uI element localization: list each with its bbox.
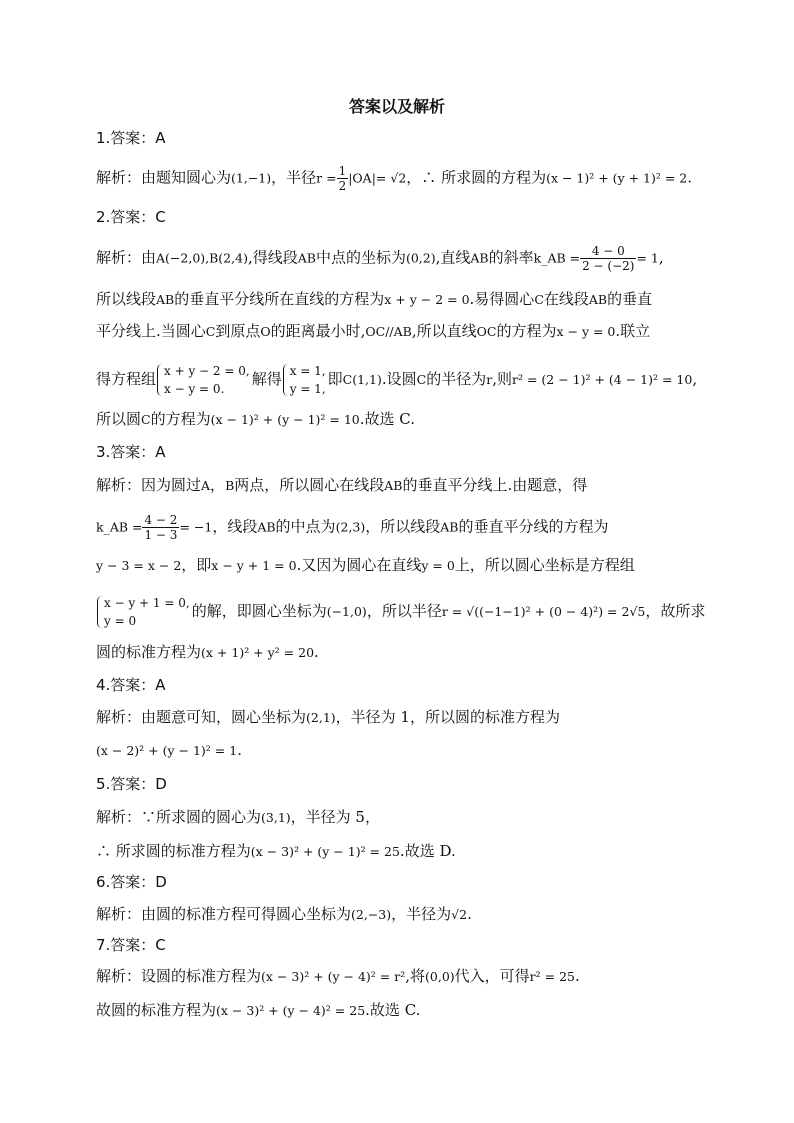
text-run: ,直线 (435, 248, 471, 267)
fraction-numerator: 1 (338, 164, 347, 178)
page-title: 答案以及解析 (348, 97, 445, 116)
math-expression: (x + 1)² + y² = 20 (201, 645, 315, 660)
system-equation: x = 1, (289, 364, 326, 378)
text-run: . (237, 741, 242, 759)
math-expression: (0,0) (425, 969, 455, 984)
text-run: ，即 (181, 556, 212, 574)
text-run: ， (210, 476, 226, 494)
math-expression: (x − 1)² + (y + 1)² = 2 (546, 170, 688, 186)
text-run: 的解，即圆心坐标为 (191, 602, 327, 620)
math-expression: r² = (2 − 1)² + (4 − 1)² = 10 (512, 372, 693, 387)
math-expression: AB (257, 519, 276, 535)
math-expression: r² = 25 (529, 969, 575, 984)
text-run: ，半径为 5， (290, 808, 380, 826)
text-run: . (687, 168, 693, 187)
math-expression: r = √((−1−1)² + (0 − 4)²) = 2√5 (441, 604, 646, 619)
text-run: 平分线上.当圆心 (96, 322, 206, 340)
answer-line: 1.答案：A (96, 129, 166, 147)
equation-system (282, 362, 326, 398)
math-expression: (x − 3)² + (y − 4)² = r² (261, 969, 406, 984)
system-equation: x − y + 1 = 0, (104, 596, 190, 610)
math-expression: y − 3 = x − 2 (96, 558, 182, 573)
text-run: 解析：∵所求圆的圆心为 (96, 808, 262, 826)
math-expression: k_AB = (533, 250, 581, 266)
math-expression: y = 0 (421, 558, 455, 573)
math-expression: = 1 (636, 250, 659, 266)
math-expression: r (486, 372, 493, 387)
text-run: 所以圆 (96, 410, 142, 428)
text-run: 即 (327, 370, 343, 388)
math-expression: (2,1) (306, 710, 336, 725)
text-run: 所以线段 (96, 290, 157, 308)
text-run: 的斜率 (488, 248, 534, 267)
explanation-line (96, 164, 704, 193)
text-run: ，故所求 (645, 602, 706, 620)
text-run: , (692, 370, 698, 388)
system-equation: y = 0 (104, 614, 137, 628)
math-expression: (3,1) (261, 810, 291, 825)
math-expression: AB (440, 519, 459, 535)
fraction-denominator: 1 − 3 (144, 528, 178, 542)
explanation-line (96, 362, 704, 398)
text-run: ，半径 (271, 168, 317, 187)
answer-line: 5.答案：D (96, 775, 167, 793)
math-expression: C(1,1) (342, 372, 382, 387)
text-run: 的中点为 (275, 517, 336, 536)
text-run: 两点，所以圆心在线段 (234, 476, 385, 494)
text-run: ，半径为 (391, 905, 452, 923)
text-run: 代入，可得 (454, 967, 530, 985)
system-equation: x + y − 2 = 0, (164, 364, 250, 378)
text-run: 在线段 (543, 290, 589, 308)
math-expression: OC (476, 324, 497, 339)
math-expression: O (260, 324, 271, 339)
explanation-line (96, 513, 704, 542)
text-run: 解析：设圆的标准方程为 (96, 967, 262, 985)
text-run: 解析：由题意可知，圆心坐标为 (96, 708, 307, 726)
math-expression: AB (156, 292, 175, 307)
text-run: 的垂直 (607, 290, 653, 308)
fraction (337, 164, 349, 193)
fraction-numerator: 4 − 2 (144, 513, 178, 527)
text-run: ∴ 所求圆的标准方程为 (96, 842, 251, 860)
text-run: 的距离最小时, (270, 322, 366, 340)
explanation-line (96, 999, 704, 1022)
explanation-line (96, 554, 704, 577)
text-run: . (314, 643, 319, 661)
equation-system (156, 362, 250, 398)
math-expression: x − y + 1 = 0 (211, 558, 297, 573)
system-equation: x − y = 0. (164, 382, 225, 396)
text-run: . (574, 967, 580, 985)
math-expression: (0,2) (405, 250, 436, 266)
text-run: 故圆的标准方程为 (96, 1001, 217, 1019)
text-run: .联立 (615, 322, 651, 340)
explanation-line (96, 903, 704, 926)
answer-line: 7.答案：C (96, 936, 166, 954)
explanation-line (96, 594, 704, 630)
math-expression: (1,−1) (231, 170, 272, 186)
text-run: .故选 C. (359, 410, 415, 428)
text-run: 上，所以圆心坐标是方程组 (454, 556, 635, 574)
text-run: ,则 (492, 370, 512, 388)
math-expression: AB (470, 250, 489, 266)
math-expression: (−1,0) (326, 604, 367, 619)
text-run: ，所以半径 (366, 602, 442, 620)
answer-line: 6.答案：D (96, 873, 167, 891)
explanation-line (96, 320, 704, 343)
math-expression: x − y = 0 (556, 324, 616, 339)
math-expression: x + y − 2 = 0 (384, 292, 470, 307)
text-run: 的垂直平分线的方程为 (458, 517, 609, 536)
math-expression: A(−2,0),B(2,4) (156, 250, 248, 266)
explanation-line (96, 965, 704, 988)
fraction-denominator: 2 − (−2) (582, 259, 635, 273)
explanation-line (96, 706, 704, 729)
text-run: 的方程为 (496, 322, 557, 340)
math-expression: C (141, 412, 151, 427)
fraction-denominator: 2 (338, 179, 347, 193)
math-expression: (2,−3) (351, 907, 392, 922)
text-run: , (658, 248, 664, 267)
text-run: .设圆 (381, 370, 417, 388)
math-expression: (x − 3)² + (y − 1)² = 25 (250, 844, 400, 859)
text-run: 得方程组 (96, 370, 157, 388)
fraction (142, 513, 179, 542)
math-expression: C (416, 372, 427, 387)
text-run: 圆的标准方程为 (96, 643, 202, 661)
math-expression: |OA|= √2 (348, 170, 407, 186)
fraction (580, 244, 636, 273)
math-expression: AB (297, 250, 316, 266)
text-run: 解析：因为圆过 (96, 476, 202, 494)
text-run: 的方程为 (150, 410, 211, 428)
answer-line: 4.答案：A (96, 676, 166, 694)
explanation-line (96, 288, 704, 311)
math-expression: AB (384, 478, 403, 493)
explanation-line (96, 641, 704, 664)
text-run: ,将 (405, 967, 426, 985)
text-run: 的垂直平分线所在直线的方程为 (174, 290, 385, 308)
explanation-line (96, 244, 704, 273)
system-equation: y = 1, (289, 382, 326, 396)
text-run: ，所以线段 (365, 517, 441, 536)
answer-line: 3.答案：A (96, 443, 166, 461)
text-run: ,所以直线 (411, 322, 477, 340)
text-run: ，线段 (212, 517, 258, 536)
math-expression: B (225, 478, 235, 493)
text-run: 解得 (251, 370, 282, 388)
text-run: 到原点 (215, 322, 261, 340)
math-expression: (2,3) (335, 519, 366, 535)
text-run: .又因为圆心在直线 (296, 556, 422, 574)
text-run: ,得线段 (247, 248, 298, 267)
equation-system (96, 594, 190, 630)
math-expression: C (205, 324, 216, 339)
math-expression: (x − 3)² + (y − 4)² = 25 (216, 1003, 366, 1018)
text-run: 的半径为 (426, 370, 487, 388)
text-run: ，半径为 1，所以圆的标准方程为 (335, 708, 560, 726)
explanation-line (96, 806, 704, 829)
text-run: 的垂直平分线上.由题意，得 (402, 476, 588, 494)
text-run: ，∴ 所求圆的方程为 (406, 168, 547, 187)
math-expression: r = (316, 170, 337, 186)
math-expression: AB (588, 292, 608, 307)
text-run: . (467, 905, 472, 923)
text-run: .易得圆心 (469, 290, 535, 308)
explanation-line (96, 739, 704, 762)
math-expression: A (201, 478, 211, 493)
text-run: 中点的坐标为 (315, 248, 406, 267)
text-run: .故选 D. (399, 842, 456, 860)
text-run: 解析：由圆的标准方程可得圆心坐标为 (96, 905, 352, 923)
math-expression: (x − 1)² + (y − 1)² = 10 (210, 412, 360, 427)
math-expression: OC//AB (365, 324, 412, 339)
math-expression: = −1 (179, 519, 213, 535)
answer-line: 2.答案：C (96, 208, 166, 226)
text-run: 解析：由 (96, 248, 157, 267)
explanation-line (96, 408, 704, 431)
math-expression: (x − 2)² + (y − 1)² = 1 (96, 743, 238, 758)
explanation-line (96, 474, 704, 497)
math-expression: √2 (451, 907, 468, 922)
explanation-line (96, 840, 704, 863)
math-expression: C (534, 292, 544, 307)
math-expression: k_AB = (96, 519, 143, 535)
text-run: 解析：由题知圆心为 (96, 168, 232, 187)
fraction-numerator: 4 − 0 (580, 244, 636, 259)
text-run: .故选 C. (365, 1001, 421, 1019)
